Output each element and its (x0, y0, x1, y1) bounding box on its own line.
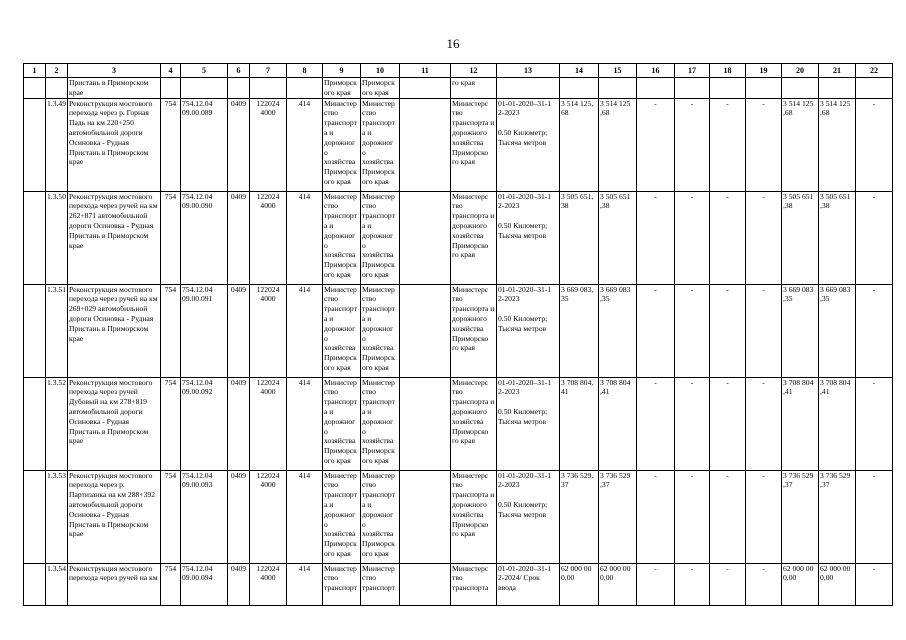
capacity-unit: 0.50 Километр; Тысяча метров (498, 128, 548, 147)
cell: 3 505 651, 38 (560, 191, 599, 284)
cell (24, 377, 46, 470)
cell: 3 736 529 ,37 (599, 470, 637, 563)
cell (400, 563, 451, 605)
cell: 3 708 804, 41 (560, 377, 599, 470)
cell-period (497, 98, 560, 191)
cell: - (710, 377, 746, 470)
cell: го края (451, 78, 497, 99)
cell: 3 736 529 ,37 (819, 470, 856, 563)
cell-name: Реконструкция мостового перехода через р. Горная Падь на км 220+250 автомобильной дороги Осиновка - Рудная Пристань в Приморском крае (68, 98, 161, 191)
cell: 3 708 804 ,41 (782, 377, 819, 470)
cell (228, 78, 250, 99)
column-header: 6 (228, 64, 250, 78)
column-header: 3 (68, 64, 161, 78)
cell: - (746, 470, 782, 563)
column-header: 20 (782, 64, 819, 78)
cell: - (746, 377, 782, 470)
cell (24, 191, 46, 284)
cell (819, 78, 856, 99)
cell (250, 78, 287, 99)
cell: Министер ство транспорт а и дорожног о хозяйства Приморск ого края (323, 191, 361, 284)
cell (400, 191, 451, 284)
column-header: 7 (250, 64, 287, 78)
column-header: 13 (497, 64, 560, 78)
period-dates: 01-01-2020–31-1 2-2023 (498, 377, 552, 397)
cell (856, 78, 893, 99)
cell: Министерс тво транспорта (451, 563, 497, 605)
cell: 754.12.04 09.00.091 (181, 284, 228, 377)
cell (400, 78, 451, 99)
cell: 0409 (228, 377, 250, 470)
table-row (24, 470, 893, 563)
cell: Министер ство транспорт (361, 563, 400, 605)
capacity-unit: 0.50 Километр; Тысяча метров (498, 221, 548, 240)
cell: Министер ство транспорт а и дорожног о хозяйства Приморск ого края (361, 191, 400, 284)
cell: - (746, 284, 782, 377)
cell: - (675, 377, 710, 470)
cell: Министер ство транспорт а и дорожног о хозяйства Приморск ого края (361, 377, 400, 470)
cell: 754 (161, 98, 181, 191)
cell: - (856, 377, 893, 470)
cell: 3 669 083, 35 (560, 284, 599, 377)
cell: 3 505 651 ,38 (599, 191, 637, 284)
cell: Министер ство транспорт а и дорожног о хозяйства Приморск ого края (323, 377, 361, 470)
cell (637, 78, 675, 99)
cell: 414 (287, 191, 323, 284)
table-row (24, 563, 893, 605)
cell: - (675, 191, 710, 284)
cell: - (675, 470, 710, 563)
cell: Министерс тво транспорта и дорожного хозяйства Приморско го края (451, 377, 497, 470)
cell: Министерс тво транспорта и дорожного хозяйства Приморско го края (451, 284, 497, 377)
cell: - (856, 563, 893, 605)
column-header: 19 (746, 64, 782, 78)
cell: 3 708 804 ,41 (599, 377, 637, 470)
cell: Министер ство транспорт а и дорожног о хозяйства Приморск ого края (361, 470, 400, 563)
cell: 754.12.04 09.00.092 (181, 377, 228, 470)
cell-name: Реконструкция мостового перехода через ручей на км 269+029 автомобильной дороги Осиновка - Рудная Пристань в Приморском крае (68, 284, 161, 377)
cell-number: 1.3.49 (46, 98, 68, 191)
cell-number: 1.3.50 (46, 191, 68, 284)
cell: Министер ство транспорт а и дорожног о хозяйства Приморск ого края (323, 470, 361, 563)
column-header: 10 (361, 64, 400, 78)
cell: 0409 (228, 470, 250, 563)
column-header: 11 (400, 64, 451, 78)
cell: 3 514 125, 68 (560, 98, 599, 191)
cell (46, 78, 68, 99)
cell: - (637, 98, 675, 191)
cell: 0409 (228, 563, 250, 605)
continuation-row (24, 78, 893, 99)
cell-period (497, 470, 560, 563)
cell: 3 708 804 ,41 (819, 377, 856, 470)
cell (560, 78, 599, 99)
cell (782, 78, 819, 99)
cell: 754.12.04 09.00.089 (181, 98, 228, 191)
cell: 754 (161, 563, 181, 605)
cell: 414 (287, 563, 323, 605)
cell: 754.12.04 09.00.090 (181, 191, 228, 284)
cell: 0409 (228, 191, 250, 284)
cell: 3 669 083 ,35 (782, 284, 819, 377)
cell: 414 (287, 284, 323, 377)
column-header: 22 (856, 64, 893, 78)
cell-name: Пристань в Приморском крае (68, 78, 161, 99)
cell: 62 000 00 0,00 (819, 563, 856, 605)
cell (746, 78, 782, 99)
cell (675, 78, 710, 99)
cell: - (637, 191, 675, 284)
cell (710, 78, 746, 99)
cell: - (710, 470, 746, 563)
column-header: 9 (323, 64, 361, 78)
cell-period (497, 563, 560, 605)
cell: - (710, 191, 746, 284)
column-header: 12 (451, 64, 497, 78)
cell (400, 284, 451, 377)
cell: 754.12.04 09.00.094 (181, 563, 228, 605)
cell (24, 98, 46, 191)
column-header: 5 (181, 64, 228, 78)
cell: 3 514 125 ,68 (819, 98, 856, 191)
cell: 122024 4000 (250, 98, 287, 191)
cell-number: 1.3.52 (46, 377, 68, 470)
cell: 122024 4000 (250, 191, 287, 284)
cell: - (710, 563, 746, 605)
cell: 3 736 529 ,37 (782, 470, 819, 563)
cell: 3 505 651 ,38 (782, 191, 819, 284)
cell: - (746, 98, 782, 191)
period-dates: 01-01-2020–31-1 2-2024/ Срок ввода (498, 563, 552, 593)
header-row (24, 64, 893, 78)
column-header: 4 (161, 64, 181, 78)
cell: - (637, 284, 675, 377)
cell-name: Реконструкция мостового перехода через ручей Дубовый на км 278+819 автомобильной дороги Осиновка - Рудная Пристань в Приморском крае (68, 377, 161, 470)
cell (599, 78, 637, 99)
data-table (23, 63, 893, 606)
capacity-unit: 0.50 Километр; Тысяча метров (498, 500, 548, 519)
column-header: 14 (560, 64, 599, 78)
cell: - (746, 563, 782, 605)
cell (24, 284, 46, 377)
cell: 122024 4000 (250, 470, 287, 563)
period-dates: 01-01-2020–31-1 2-2023 (498, 284, 552, 304)
cell: - (675, 284, 710, 377)
cell: - (675, 563, 710, 605)
cell: 3 514 125 ,68 (599, 98, 637, 191)
cell: Приморск ого края (323, 78, 361, 99)
cell: 0409 (228, 98, 250, 191)
capacity-unit: 0.50 Километр; Тысяча метров (498, 314, 548, 333)
table-row (24, 98, 893, 191)
cell: 62 000 00 0,00 (560, 563, 599, 605)
cell: 122024 4000 (250, 377, 287, 470)
table-row (24, 284, 893, 377)
cell: - (856, 470, 893, 563)
cell: 0409 (228, 284, 250, 377)
period-dates: 01-01-2020–31-1 2-2023 (498, 470, 552, 490)
cell: Министерс тво транспорта и дорожного хозяйства Приморско го края (451, 470, 497, 563)
column-header: 16 (637, 64, 675, 78)
cell (24, 78, 46, 99)
cell: 754.12.04 09.00.093 (181, 470, 228, 563)
cell (287, 78, 323, 99)
cell: Приморск ого края (361, 78, 400, 99)
cell: - (710, 284, 746, 377)
cell-period (497, 377, 560, 470)
cell (400, 470, 451, 563)
table-row (24, 377, 893, 470)
cell (24, 563, 46, 605)
page-number: 16 (446, 36, 460, 51)
cell: 754 (161, 284, 181, 377)
cell: - (675, 98, 710, 191)
cell: 754 (161, 470, 181, 563)
cell: Министер ство транспорт а и дорожног о хозяйства Приморск ого края (361, 98, 400, 191)
cell: - (637, 470, 675, 563)
cell-period (497, 284, 560, 377)
cell: Министер ство транспорт а и дорожног о хозяйства Приморск ого края (323, 98, 361, 191)
cell: 62 000 00 0,00 (599, 563, 637, 605)
cell: - (637, 377, 675, 470)
period-dates: 01-01-2020–31-1 2-2023 (498, 98, 552, 118)
cell: - (746, 191, 782, 284)
table-row (24, 191, 893, 284)
cell: 3 736 529, 37 (560, 470, 599, 563)
cell: Министерс тво транспорта и дорожного хозяйства Приморско го края (451, 191, 497, 284)
cell: 3 669 083 ,35 (819, 284, 856, 377)
cell (400, 98, 451, 191)
cell-period (497, 191, 560, 284)
cell: 122024 4000 (250, 284, 287, 377)
cell: - (710, 98, 746, 191)
column-header: 2 (46, 64, 68, 78)
cell: - (637, 563, 675, 605)
cell (24, 470, 46, 563)
cell: 754 (161, 377, 181, 470)
capacity-unit: 0.50 Километр; Тысяча метров (498, 407, 548, 426)
cell (161, 78, 181, 99)
column-header: 18 (710, 64, 746, 78)
cell-number: 1.3.53 (46, 470, 68, 563)
cell: Министер ство транспорт а и дорожног о хозяйства Приморск ого края (361, 284, 400, 377)
cell (400, 377, 451, 470)
cell (497, 78, 560, 99)
cell: 414 (287, 470, 323, 563)
cell-name: Реконструкция мостового перехода через ручей на км 262+871 автомобильной дороги Осиновка - Рудная Пристань в Приморском крае (68, 191, 161, 284)
column-header: 21 (819, 64, 856, 78)
period-dates: 01-01-2020–31-1 2-2023 (498, 191, 552, 211)
cell: Министер ство транспорт (323, 563, 361, 605)
column-header: 8 (287, 64, 323, 78)
cell: Министерс тво транспорта и дорожного хозяйства Приморско го края (451, 98, 497, 191)
cell-number: 1.3.54 (46, 563, 68, 605)
cell: - (856, 284, 893, 377)
cell: 3 514 125 ,68 (782, 98, 819, 191)
cell: - (856, 191, 893, 284)
cell: 3 505 651 ,38 (819, 191, 856, 284)
column-header: 17 (675, 64, 710, 78)
column-header: 1 (24, 64, 46, 78)
cell: Министер ство транспорт а и дорожног о хозяйства Приморск ого края (323, 284, 361, 377)
column-header: 15 (599, 64, 637, 78)
cell-name: Реконструкция мостового перехода через ручей на км (68, 563, 161, 605)
cell: - (856, 98, 893, 191)
cell: 122024 4000 (250, 563, 287, 605)
cell (181, 78, 228, 99)
cell: 414 (287, 98, 323, 191)
cell: 754 (161, 191, 181, 284)
cell-number: 1.3.51 (46, 284, 68, 377)
cell: 62 000 00 0,00 (782, 563, 819, 605)
cell: 3 669 083 ,35 (599, 284, 637, 377)
cell: 414 (287, 377, 323, 470)
cell-name: Реконструкция мостового перехода через р. Партизанка на км 288+392 автомобильной дороги Осиновка - Рудная Пристань в Приморском крае (68, 470, 161, 563)
